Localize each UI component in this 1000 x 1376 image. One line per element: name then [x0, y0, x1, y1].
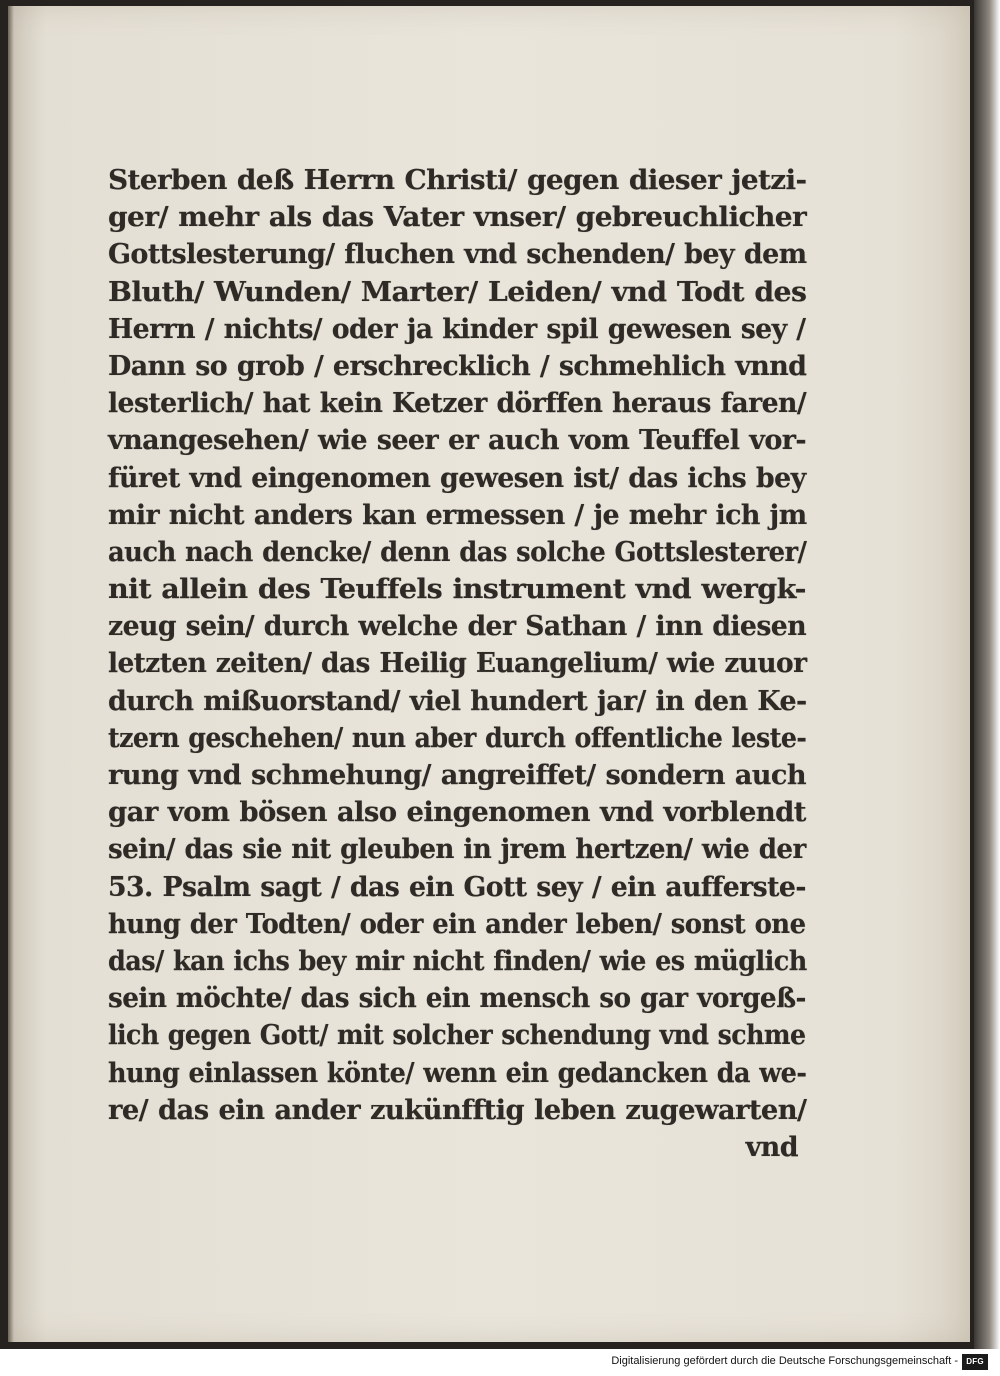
text-line: lesterlich/ hat kein Ketzer dörffen heraus faren/	[108, 388, 807, 420]
text-line: auch nach dencke/ denn das solche Gottslesterer/	[108, 536, 807, 568]
scan-edge	[974, 0, 1000, 1349]
text-line: zeug sein/ durch welche der Sathan / inn diesen	[108, 611, 807, 643]
dfg-logo-icon: DFG	[962, 1354, 988, 1370]
text-line: sein möchte/ das sich ein mensch so gar vorgeß-	[108, 983, 806, 1015]
page-text	[108, 162, 808, 1166]
text-line: rung vnd schmehung/ angreiffet/ sondern auch	[108, 760, 807, 791]
text-line: tzern geschehen/ nun aber durch offentliche leste-	[108, 722, 807, 754]
text-line: letzten zeiten/ das Heilig Euangelium/ wie zuuor	[108, 648, 807, 680]
text-line: füret vnd eingenomen gewesen ist/ das ichs bey	[108, 462, 806, 494]
text-line: gar vom bösen also eingenomen vnd vorblendt	[108, 797, 806, 829]
text-line: vnangesehen/ wie seer er auch vom Teuffel vor-	[108, 425, 807, 457]
text-line: mir nicht anders kan ermessen / je mehr ich jm	[108, 499, 807, 531]
text-line: hung einlassen könte/ wenn ein gedancken da we-	[108, 1057, 807, 1089]
text-line: Bluth/ Wunden/ Marter/ Leiden/ vnd Todt des	[108, 276, 807, 308]
text-line: Gottslesterung/ fluchen vnd schenden/ bey dem	[108, 239, 807, 271]
footer-bar	[0, 1349, 1000, 1376]
text-line: hung der Todten/ oder ein ander leben/ sonst one	[108, 908, 806, 940]
text-line: sein/ das sie nit gleuben in jrem hertzen/ wie der	[108, 834, 806, 866]
text-line: re/ das ein ander zukünfftig leben zugewarten/	[108, 1094, 807, 1126]
text-line: Dann so grob / erschrecklich / schmehlich vnnd	[108, 350, 807, 382]
text-line: das/ kan ichs bey mir nicht finden/ wie es müglich	[108, 945, 807, 977]
text-line: lich gegen Gott/ mit solcher schendung vnd schme	[108, 1020, 806, 1052]
text-line: durch mißuorstand/ viel hundert jar/ in den Ke-	[108, 685, 807, 717]
catchword: vnd	[745, 1131, 798, 1163]
footer-credit: Digitalisierung gefördert durch die Deutsche Forschungsgemeinschaft -	[611, 1355, 958, 1367]
text-line: Sterben deß Herrn Christi/ gegen dieser jetzi-	[108, 165, 807, 196]
text-line: 53. Psalm sagt / das ein Gott sey / ein aufferste-	[108, 871, 806, 903]
text-line: Herrn / nichts/ oder ja kinder spil gewesen sey /	[108, 313, 806, 345]
text-line: ger/ mehr als das Vater vnser/ gebreuchlicher	[108, 202, 807, 234]
text-line: nit allein des Teuffels instrument vnd wergk-	[108, 574, 806, 606]
